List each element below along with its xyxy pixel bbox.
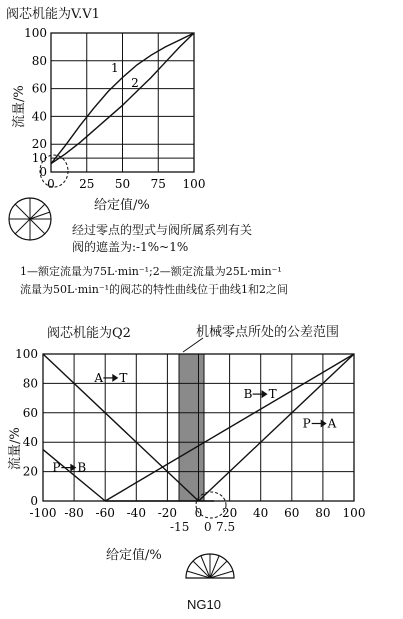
- series-P-B-label-arrowhead: [70, 464, 76, 472]
- y-tick-label: 10: [31, 151, 47, 166]
- series-A-T-label: A: [94, 370, 103, 385]
- note-line-2: 阀的遮盖为:-1%~1%: [72, 240, 189, 254]
- series-B-T-label-to: T: [268, 387, 277, 402]
- y-tick-label: 20: [31, 137, 47, 152]
- below-tick-7-5: 7.5: [216, 520, 236, 534]
- series-P-A-label-to: A: [327, 416, 337, 431]
- x-tick-label: 60: [284, 506, 300, 520]
- tolerance-band: [179, 354, 204, 501]
- note-line-1: 经过零点的型式与阀所属系列有关: [72, 223, 253, 237]
- y-tick-label: 80: [22, 376, 38, 391]
- legend-line-2: 流量为50L·min⁻¹的阀芯的特性曲线位于曲线1和2之间: [20, 283, 289, 296]
- x-tick-label: 40: [253, 506, 269, 520]
- top-x-axis-label: 给定值/%: [94, 198, 150, 213]
- y-tick-label: 0: [30, 494, 38, 508]
- series-P-B-label: P: [52, 460, 61, 475]
- y-tick-label: 60: [31, 81, 47, 96]
- x-tick-label: -80: [64, 506, 84, 520]
- y-tick-label: 40: [31, 109, 47, 124]
- x-tick-label: 0: [47, 177, 55, 191]
- spool-symbol-icon-top: [9, 198, 51, 240]
- y-tick-label: 20: [22, 464, 38, 479]
- series-B-T-label-arrowhead: [262, 390, 268, 398]
- top-chart-title: 阀芯机能为V.V1: [6, 7, 100, 22]
- series-B-T-label: B: [243, 387, 253, 402]
- y-tick-label: 0: [39, 165, 47, 179]
- series-P-A-label: P: [302, 416, 311, 431]
- series-1-label: 1: [111, 60, 119, 75]
- below-tick-minus15: -15: [170, 520, 190, 534]
- x-tick-label: -60: [95, 506, 115, 520]
- series-A-T-label-arrowhead: [112, 374, 118, 382]
- bottom-x-axis-label: 给定值/%: [106, 548, 162, 563]
- below-tick-0: 0: [204, 520, 212, 534]
- x-tick-label: -100: [29, 506, 57, 520]
- y-tick-label: 100: [15, 347, 38, 361]
- x-tick-label: 25: [79, 177, 95, 191]
- top-y-axis-label: 流量/%: [12, 85, 27, 128]
- x-tick-label: -40: [126, 506, 146, 520]
- y-tick-label: 100: [24, 26, 47, 40]
- series-2-label: 2: [131, 76, 139, 91]
- y-tick-label: 60: [22, 405, 38, 420]
- footer-label: NG10: [187, 597, 221, 612]
- x-tick-label: 20: [221, 506, 238, 520]
- spool-symbol-icon-bottom: [186, 554, 234, 578]
- bottom-y-axis-label: 流量/%: [8, 427, 23, 470]
- y-tick-label: 40: [22, 435, 38, 450]
- x-tick-label: 50: [114, 177, 131, 191]
- bottom-chart-title: 阀芯机能为Q2: [47, 326, 131, 341]
- x-tick-label: 75: [150, 177, 166, 191]
- x-tick-label: 100: [182, 177, 206, 191]
- tolerance-label: 机械零点所处的公差范围: [196, 325, 340, 340]
- series-P-A-label-arrowhead: [321, 420, 327, 428]
- series-P-B-label-to: B: [77, 460, 87, 475]
- x-tick-label: 100: [342, 506, 366, 520]
- tolerance-callout-line: [183, 338, 203, 352]
- y-tick-label: 80: [31, 53, 47, 68]
- x-tick-label: 0: [194, 506, 203, 520]
- series-A-T-label-to: T: [119, 370, 128, 385]
- x-tick-label: 80: [315, 506, 331, 520]
- x-tick-label: -20: [157, 506, 178, 520]
- legend-line-1: 1—额定流量为75L·min⁻¹;2—额定流量为25L·min⁻¹: [20, 265, 282, 278]
